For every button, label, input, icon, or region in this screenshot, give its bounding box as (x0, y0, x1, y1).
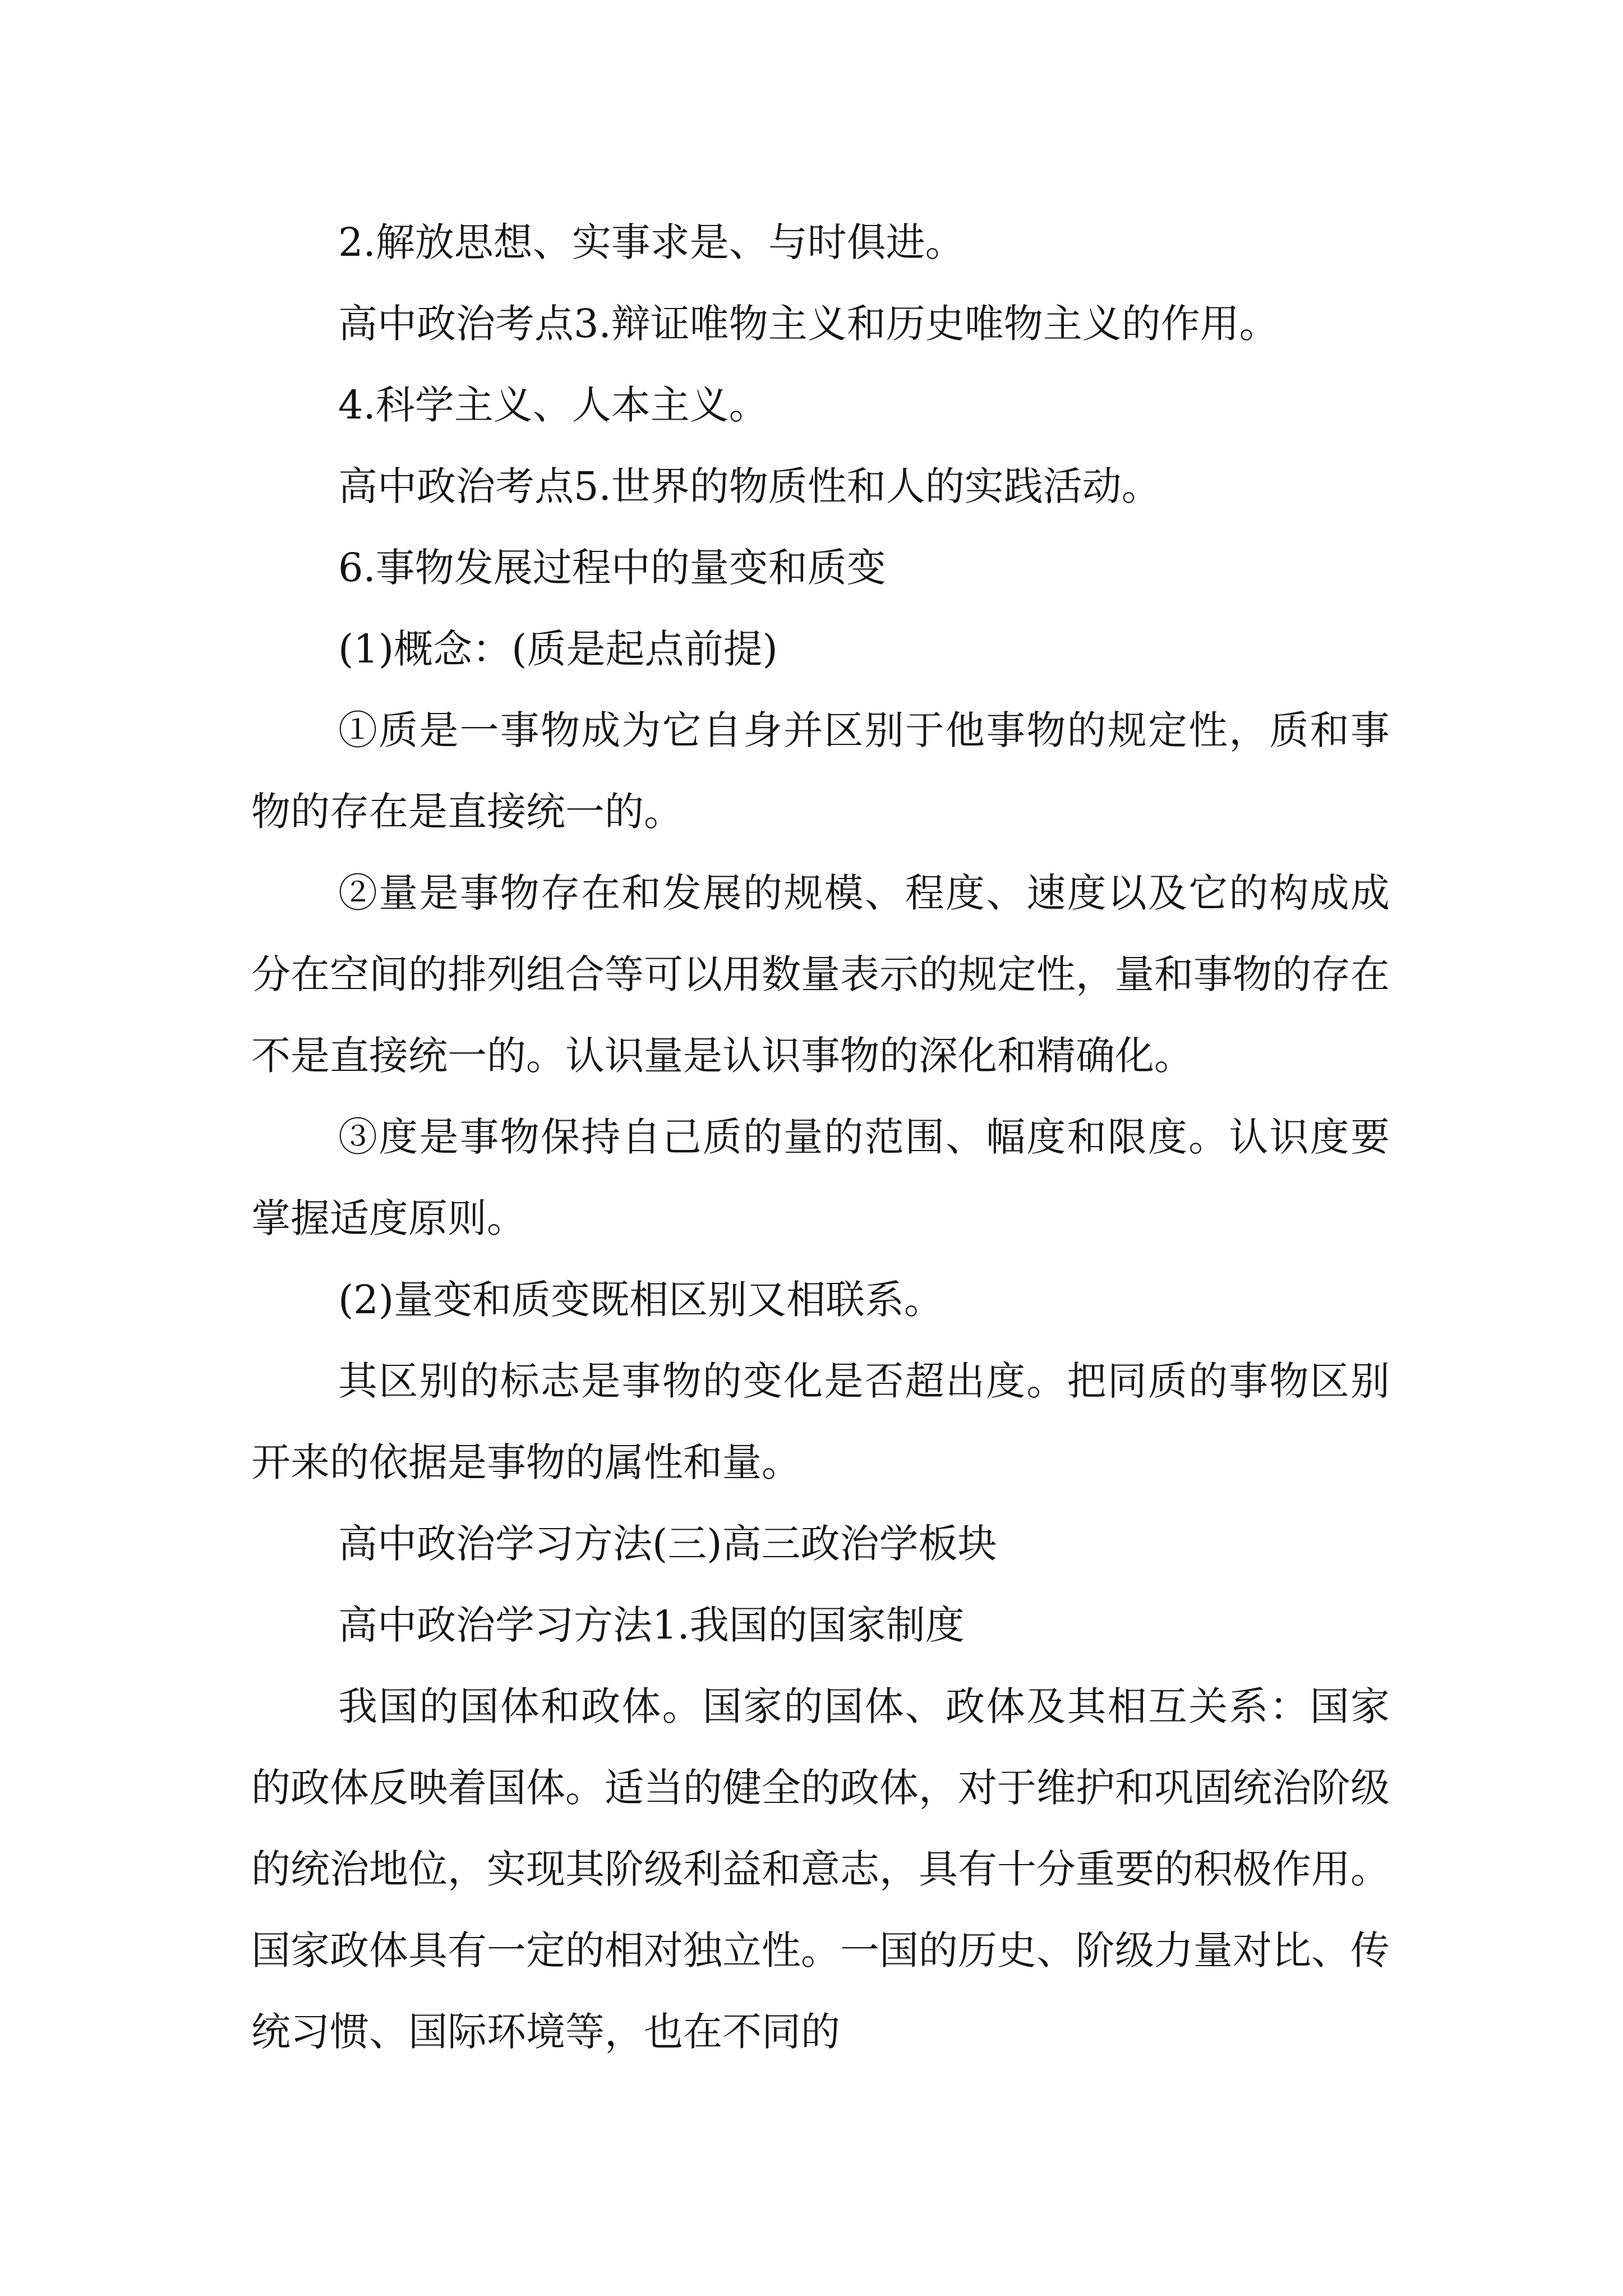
paragraph-emancipate-mind: 2.解放思想、实事求是、与时俱进。 (338, 219, 965, 265)
paragraph-state-system: 我国的国体和政体。国家的国体、政体及其相互关系：国家的政体反映着国体。适当的健全的政体，对于维护和巩固统治阶级的统治地位，实现其阶级利益和意志，具有十分重要的积极作用。国家政体具有一定的相对独立性。一国的历史、阶级力量对比、传统习惯、国际环境等，也在不同的 (251, 1683, 1390, 2055)
paragraph-concept-heading: (1)概念：(质是起点前提) (338, 626, 778, 672)
paragraph-distinction-mark: 其区别的标志是事物的变化是否超出度。把同质的事物区别开来的依据是事物的属性和量。 (251, 1358, 1390, 1485)
paragraph-quantity-quality-relation: (2)量变和质变既相区别又相联系。 (338, 1277, 944, 1323)
paragraph-point-4: 4.科学主义、人本主义。 (338, 382, 768, 428)
paragraph-study-method-3: 高中政治学习方法(三)高三政治学板块 (338, 1521, 997, 1567)
paragraph-degree-definition: ③度是事物保持自己质的量的范围、幅度和限度。认识度要掌握适度原则。 (251, 1114, 1390, 1241)
paragraph-quantity-definition: ②量是事物存在和发展的规模、程度、速度以及它的构成成分在空间的排列组合等可以用数量表示的规定性，量和事物的存在不是直接统一的。认识量是认识事物的深化和精确化。 (251, 870, 1390, 1079)
document-body (251, 202, 1390, 2073)
paragraph-exam-point-5: 高中政治考点5.世界的物质性和人的实践活动。 (338, 463, 1161, 509)
paragraph-exam-point-3: 高中政治考点3.辩证唯物主义和历史唯物主义的作用。 (338, 301, 1279, 347)
paragraph-study-method-1: 高中政治学习方法1.我国的国家制度 (338, 1602, 965, 1648)
paragraph-quality-definition: ①质是一事物成为它自身并区别于他事物的规定性，质和事物的存在是直接统一的。 (251, 707, 1390, 835)
paragraph-point-6-heading: 6.事物发展过程中的量变和质变 (338, 545, 886, 591)
